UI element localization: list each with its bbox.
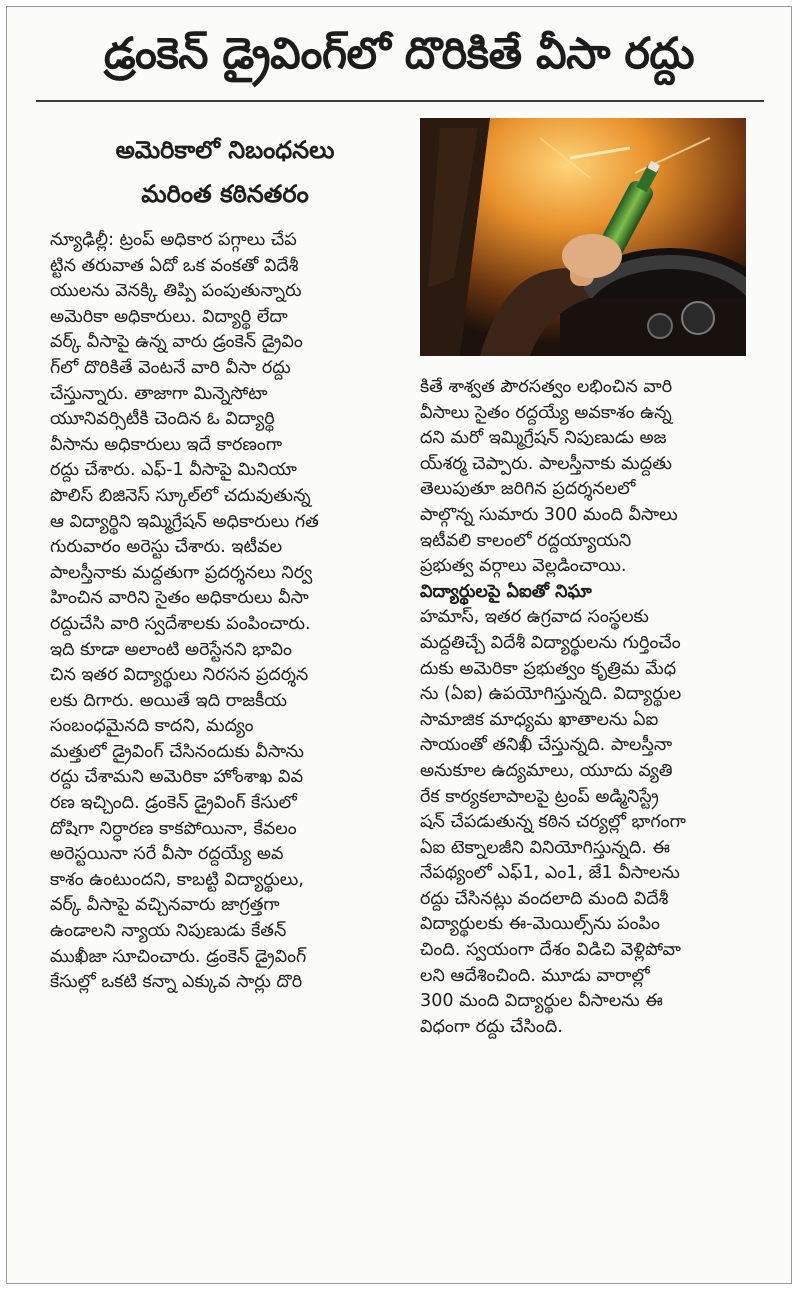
text-line: పాల్గొన్న సుమారు 300 మంది వీసాలు xyxy=(420,504,678,525)
text-line: విద్యార్థులకు ఈ-మెయిల్స్‌ను పంపిం xyxy=(420,914,660,935)
text-line: సామాజిక మాధ్యమ ఖాతాలను ఏఐ xyxy=(420,709,659,730)
text-line: రేక కార్యకలాపాలపై ట్రంప్ అడ్మినిస్ట్రే xyxy=(420,786,659,807)
subheadline xyxy=(40,128,410,216)
text-line: రద్దు చేసినట్లు వందలాది మంది విదేశీ xyxy=(420,888,669,909)
text-line: యూనివర్సిటీకి చెందిన ఓ విద్యార్థి xyxy=(50,409,275,430)
text-line: హించిన వారిని సైతం అధికారులు వీసా xyxy=(50,588,309,609)
text-line: యులను వెనక్కి తిప్పి పంపుతున్నారు xyxy=(50,281,302,302)
text-line: వర్క్ వీసాపై వచ్చినవారు జాగ్రత్తగా xyxy=(50,895,280,916)
text-line: వీసాలు సైతం రద్దయ్యే అవకాశం ఉన్న xyxy=(420,402,672,423)
text-line: లకు దిగారు. అయితే ఇది రాజకీయ xyxy=(50,690,287,711)
text-line: గురువారం అరెస్టు చేశారు. ఇటీవల xyxy=(50,537,283,558)
text-line: ఆ విద్యార్థిని ఇమ్మిగ్రేషన్ అధికారులు గత xyxy=(50,511,319,532)
text-line: కితే శాశ్వత పౌరసత్వం లభించిన వారి xyxy=(420,377,673,397)
drunk-driving-photo xyxy=(420,118,746,356)
text-line: లని ఆదేశించింది. మూడు వారాల్లో xyxy=(420,965,650,986)
text-line: దుకు అమెరికా ప్రభుత్వం కృత్రిమ మేధ xyxy=(420,658,677,679)
text-line: నేపథ్యంలో ఎఫ్1, ఎం1, జే1 వీసాలను xyxy=(420,863,680,884)
text-line: చిన ఇతర విద్యార్థులు నిరసన ప్రదర్శన xyxy=(50,665,309,686)
text-line: విధంగా రద్దు చేసింది. xyxy=(420,1016,563,1037)
text-line: ను (ఏఐ) ఉపయోగిస్తున్నది. విద్యార్థుల xyxy=(420,684,682,705)
text-line: కాశం ఉంటుందని, కాబట్టి విద్యార్థులు, xyxy=(50,869,304,890)
article-left-column xyxy=(50,228,398,996)
text-line: మద్దతిచ్చే విదేశీ విద్యార్థులను గుర్తించేం xyxy=(420,632,681,653)
section-subheading: విద్యార్థులపై ఏఐతో నిఘా xyxy=(420,581,592,602)
text-line: సాయంతో తనిఖీ చేస్తున్నది. పాలస్తీనా xyxy=(420,735,673,756)
text-line: ఇటీవలి కాలంలో రద్దయ్యాయని xyxy=(420,530,632,551)
text-line: అమెరికా అధికారులు. విద్యార్థి లేదా xyxy=(50,306,288,327)
text-line: పొలిస్ బిజినెస్ స్కూల్‌లో చదువుతున్న xyxy=(50,485,311,506)
text-line: య్‌శర్మ చెప్పారు. పాలస్తీనాకు మద్దతు xyxy=(420,453,672,474)
text-line: ముఖీజా సూచించారు. డ్రంకెన్ డ్రైవింగ్ xyxy=(50,946,307,967)
headline-divider xyxy=(36,100,764,102)
text-line: రద్దు చేశామని అమెరికా హోంశాఖ వివ xyxy=(50,767,304,788)
text-line: కేసుల్లో ఒకటి కన్నా ఎక్కువ సార్లు దొరి xyxy=(50,972,303,993)
headline: డ్రంకెన్ డ్రైవింగ్‌లో దొరికితే వీసా రద్దు xyxy=(103,29,695,79)
text-line: ఇది కూడా అలాంటి అరెస్టేనని భావిం xyxy=(50,639,292,660)
text-line: దని మరో ఇమ్మిగ్రేషన్ నిపుణుడు అజ xyxy=(420,428,667,449)
subheadline-line-2: మరింత కఠినతరం xyxy=(141,180,309,208)
text-line: వీసాను అధికారులు ఇదే కారణంగా xyxy=(50,434,283,455)
text-line: గ్‌లో దొరికితే వెంటనే వారి వీసా రద్దు xyxy=(50,357,291,378)
text-line: తెలుపుతూ జరిగిన ప్రదర్శనలలో xyxy=(420,479,636,500)
text-line: అనుకూల ఉద్యమాలు, యూదు వ్యతి xyxy=(420,760,673,781)
text-line: ట్టిన తరువాత ఏదో ఒక వంకతో విదేశీ xyxy=(50,255,299,276)
text-line: చేస్తున్నారు. తాజాగా మిన్నెసోటా xyxy=(50,383,268,404)
text-line: రద్దు చేశారు. ఎఫ్-1 వీసాపై మినియా xyxy=(50,460,297,481)
text-line: షన్ చేపడుతున్న కఠిన చర్యల్లో భాగంగా xyxy=(420,812,686,833)
text-line: హమాస్, ఇతర ఉగ్రవాద సంస్థలకు xyxy=(420,607,649,628)
text-line: చింది. స్వయంగా దేశం విడిచి వెళ్లిపోవా xyxy=(420,940,681,961)
text-line: ఏఐ టెక్నాలజీని వినియోగిస్తున్నది. ఈ xyxy=(420,837,670,858)
text-line: అరెస్టయినా సరే వీసా రద్దయ్యే అవ xyxy=(50,844,284,865)
article-right-column xyxy=(420,375,760,1040)
text-line: సంబంధమైనది కాదని, మద్యం xyxy=(50,716,254,737)
text-line: పాలస్తీనాకు మద్దతుగా ప్రదర్శనలు నిర్వ xyxy=(50,562,313,583)
subheadline-line-1: అమెరికాలో నిబంధనలు xyxy=(115,136,335,164)
text-line: న్యూఢిల్లీ: ట్రంప్ అధికార పగ్గాలు చేప xyxy=(50,230,297,250)
text-line: 300 మంది విద్యార్థుల వీసాలను ఈ xyxy=(420,991,663,1012)
text-line: దోషిగా నిర్ధారణ కాకపోయినా, కేవలం xyxy=(50,818,297,839)
text-line: ఉండాలని న్యాయ నిపుణుడు కేతన్ xyxy=(50,921,287,942)
text-line: రద్దుచేసి వారి స్వదేశాలకు పంపించారు. xyxy=(50,613,311,634)
text-line: మత్తులో డ్రైవింగ్ చేసినందుకు వీసాను xyxy=(50,741,304,762)
text-line: వర్క్ వీసాపై ఉన్న వారు డ్రంకెన్ డ్రైవిం xyxy=(50,332,303,353)
text-line: ప్రభుత్వ వర్గాలు వెల్లడించాయి. xyxy=(420,556,627,577)
text-line: రణ ఇచ్చింది. డ్రంకెన్ డ్రైవింగ్ కేసులో xyxy=(50,793,297,814)
